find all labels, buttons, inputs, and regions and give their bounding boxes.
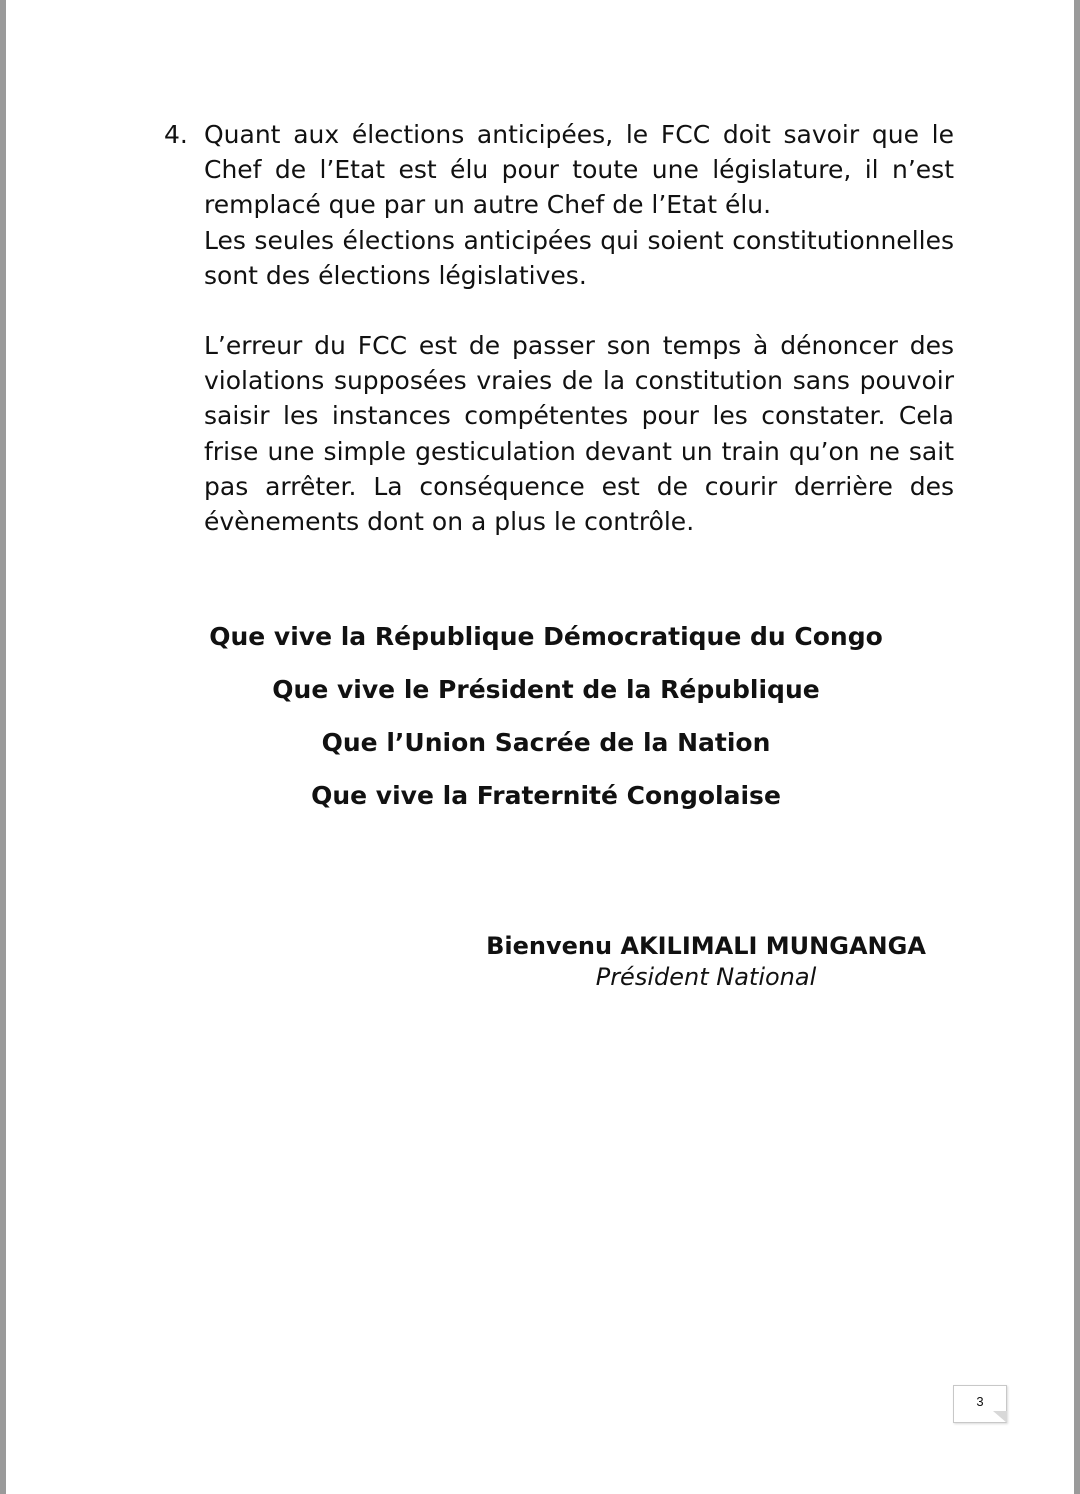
signatory-title: Président National: [595, 963, 817, 991]
slogan-line: Que vive le Président de la République: [272, 675, 820, 704]
page-number: 3: [976, 1394, 984, 1409]
paragraph-early-elections: Quant aux élections anticipées, le FCC doit savoir que le Chef de l’Etat est élu pour toute une législature, il n’est remplacé que par un autre Chef de l’Etat élu.: [204, 120, 954, 220]
item-body: [204, 117, 954, 539]
signatory-name: Bienvenu AKILIMALI MUNGANGA: [486, 932, 926, 960]
page-number-box: [953, 1385, 1007, 1423]
slogan-line: Que vive la Fraternité Congolaise: [311, 781, 781, 810]
slogan-line: Que l’Union Sacrée de la Nation: [321, 728, 771, 757]
paragraph-constitutional-elections: Les seules élections anticipées qui soient constitutionnelles sont des élections législatives.: [204, 225, 954, 290]
slogan-line: Que vive la République Démocratique du Congo: [209, 622, 883, 651]
page-curl-icon: [993, 1411, 1007, 1423]
paragraph-fcc-error: L’erreur du FCC est de passer son temps à dénoncer des violations supposées vraies de la constitution sans pouvoir saisir les instances compétentes pour les constater. Cela frise une simple gesticulation devant un train qu’on ne sait pas arrêter. La conséquence est de courir derrière des évènements dont on a plus le contrôle.: [204, 331, 954, 537]
numbered-item-4: [164, 117, 954, 539]
signature-block: [446, 930, 966, 992]
closing-slogans: [6, 610, 1080, 822]
item-number: 4.: [164, 120, 188, 149]
